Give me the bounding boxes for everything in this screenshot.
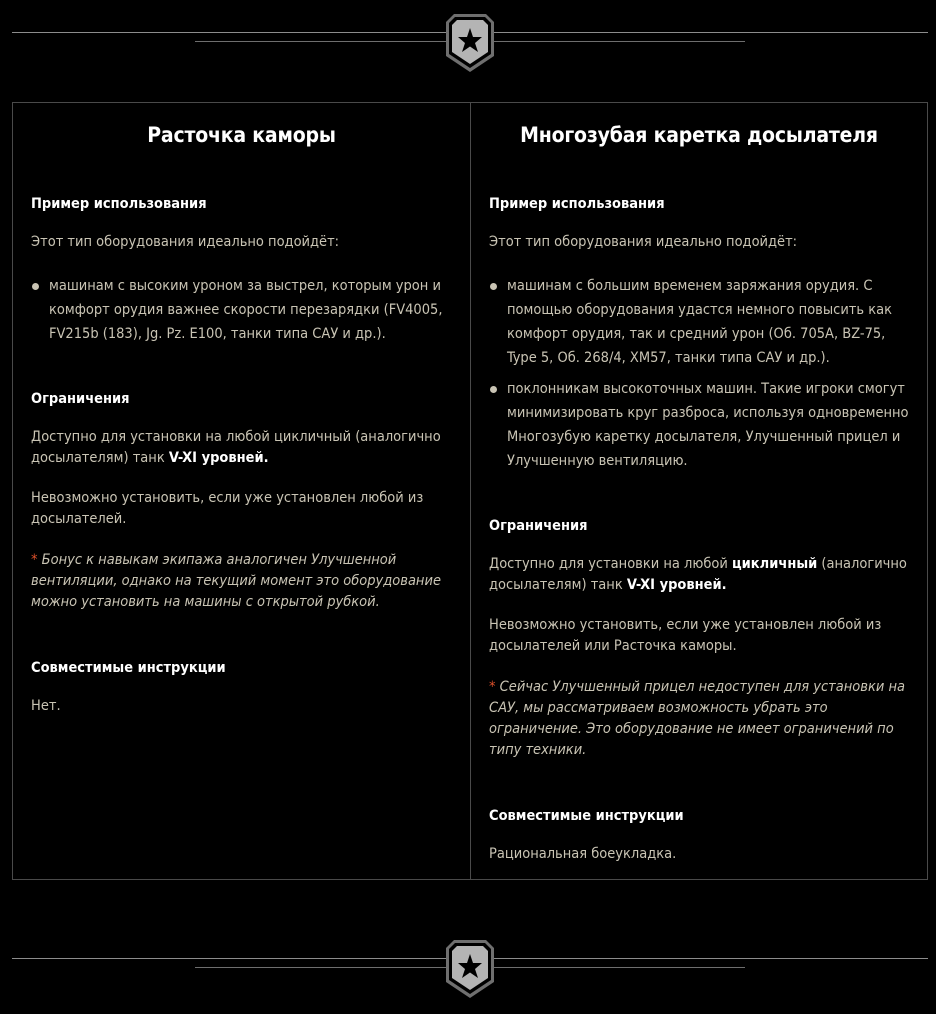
bullet-dot-icon bbox=[490, 283, 497, 290]
star-badge-icon bbox=[444, 12, 496, 74]
limits-bold: V-XI уровней. bbox=[168, 450, 269, 466]
left-limits-heading: Ограничения bbox=[31, 391, 130, 407]
left-limits-paragraph-1 bbox=[31, 427, 452, 469]
right-note bbox=[489, 677, 909, 761]
left-usage-heading: Пример использования bbox=[31, 196, 207, 212]
note-asterisk: * bbox=[31, 552, 38, 568]
list-item-text: машинам с высоким уроном за выстрел, которым урон и комфорт орудия важнее скорости перезарядки (FV4005, FV215b (183), Jg. Pz. E100, танки типа САУ и др.). bbox=[49, 278, 443, 342]
bullet-dot-icon bbox=[490, 386, 497, 393]
limits-text: Доступно для установки на любой цикличный (аналогично досылателям) танк bbox=[31, 429, 441, 466]
right-title: Многозубая каретка досылателя bbox=[520, 123, 878, 147]
left-note bbox=[31, 550, 452, 613]
bullet-dot-icon bbox=[32, 283, 39, 290]
right-usage-intro: Этот тип оборудования идеально подойдёт: bbox=[489, 234, 798, 250]
top-divider bbox=[0, 10, 936, 80]
left-usage-list bbox=[31, 274, 452, 346]
comparison-panel bbox=[12, 102, 928, 880]
limits-bold: цикличный bbox=[732, 556, 818, 572]
limits-text: (аналогично досылателям) танк bbox=[489, 556, 907, 593]
star-badge-icon bbox=[444, 938, 496, 1000]
note-text: Сейчас Улучшенный прицел недоступен для установки на САУ, мы рассматриваем возможность убрать это ограничение. Это оборудование не имеет ограничений по типу техники. bbox=[489, 679, 905, 758]
left-compat-heading: Совместимые инструкции bbox=[31, 660, 226, 676]
list-item bbox=[489, 377, 909, 473]
right-usage-heading: Пример использования bbox=[489, 196, 665, 212]
list-item-text: машинам с большим временем заряжания орудия. С помощью оборудования удастся немного повысить как комфорт орудия, так и средний урон (Об. 705А, BZ-75, Type 5, Об. 268/4, XM57, танки типа САУ и др.). bbox=[507, 278, 892, 366]
right-limits-paragraph-2: Невозможно установить, если уже установлен любой из досылателей или Расточка каморы. bbox=[489, 617, 882, 654]
right-compat-value: Рациональная боеукладка. bbox=[489, 846, 677, 862]
right-column bbox=[471, 103, 927, 879]
right-compat-heading: Совместимые инструкции bbox=[489, 808, 684, 824]
limits-text: Доступно для установки на любой bbox=[489, 556, 732, 572]
limits-bold: V-XI уровней. bbox=[626, 577, 727, 593]
list-item bbox=[489, 274, 909, 370]
right-limits-heading: Ограничения bbox=[489, 518, 588, 534]
list-item-text: поклонникам высокоточных машин. Такие игроки смогут минимизировать круг разброса, используя одновременно Многозубую каретку досылателя, Улучшенный прицел и Улучшенную вентиляцию. bbox=[507, 381, 909, 469]
right-usage-list bbox=[489, 274, 909, 473]
right-limits-paragraph-1 bbox=[489, 554, 909, 596]
left-limits-paragraph-2: Невозможно установить, если уже установлен любой из досылателей. bbox=[31, 490, 424, 527]
note-text: Бонус к навыкам экипажа аналогичен Улучшенной вентиляции, однако на текущий момент это оборудование можно установить на машины с открытой рубкой. bbox=[31, 552, 441, 610]
left-title: Расточка каморы bbox=[147, 123, 336, 147]
left-usage-intro: Этот тип оборудования идеально подойдёт: bbox=[31, 234, 340, 250]
list-item bbox=[31, 274, 452, 346]
bottom-divider bbox=[0, 936, 936, 1006]
left-compat-value: Нет. bbox=[31, 698, 61, 714]
left-column bbox=[13, 103, 471, 879]
note-asterisk: * bbox=[489, 679, 496, 695]
